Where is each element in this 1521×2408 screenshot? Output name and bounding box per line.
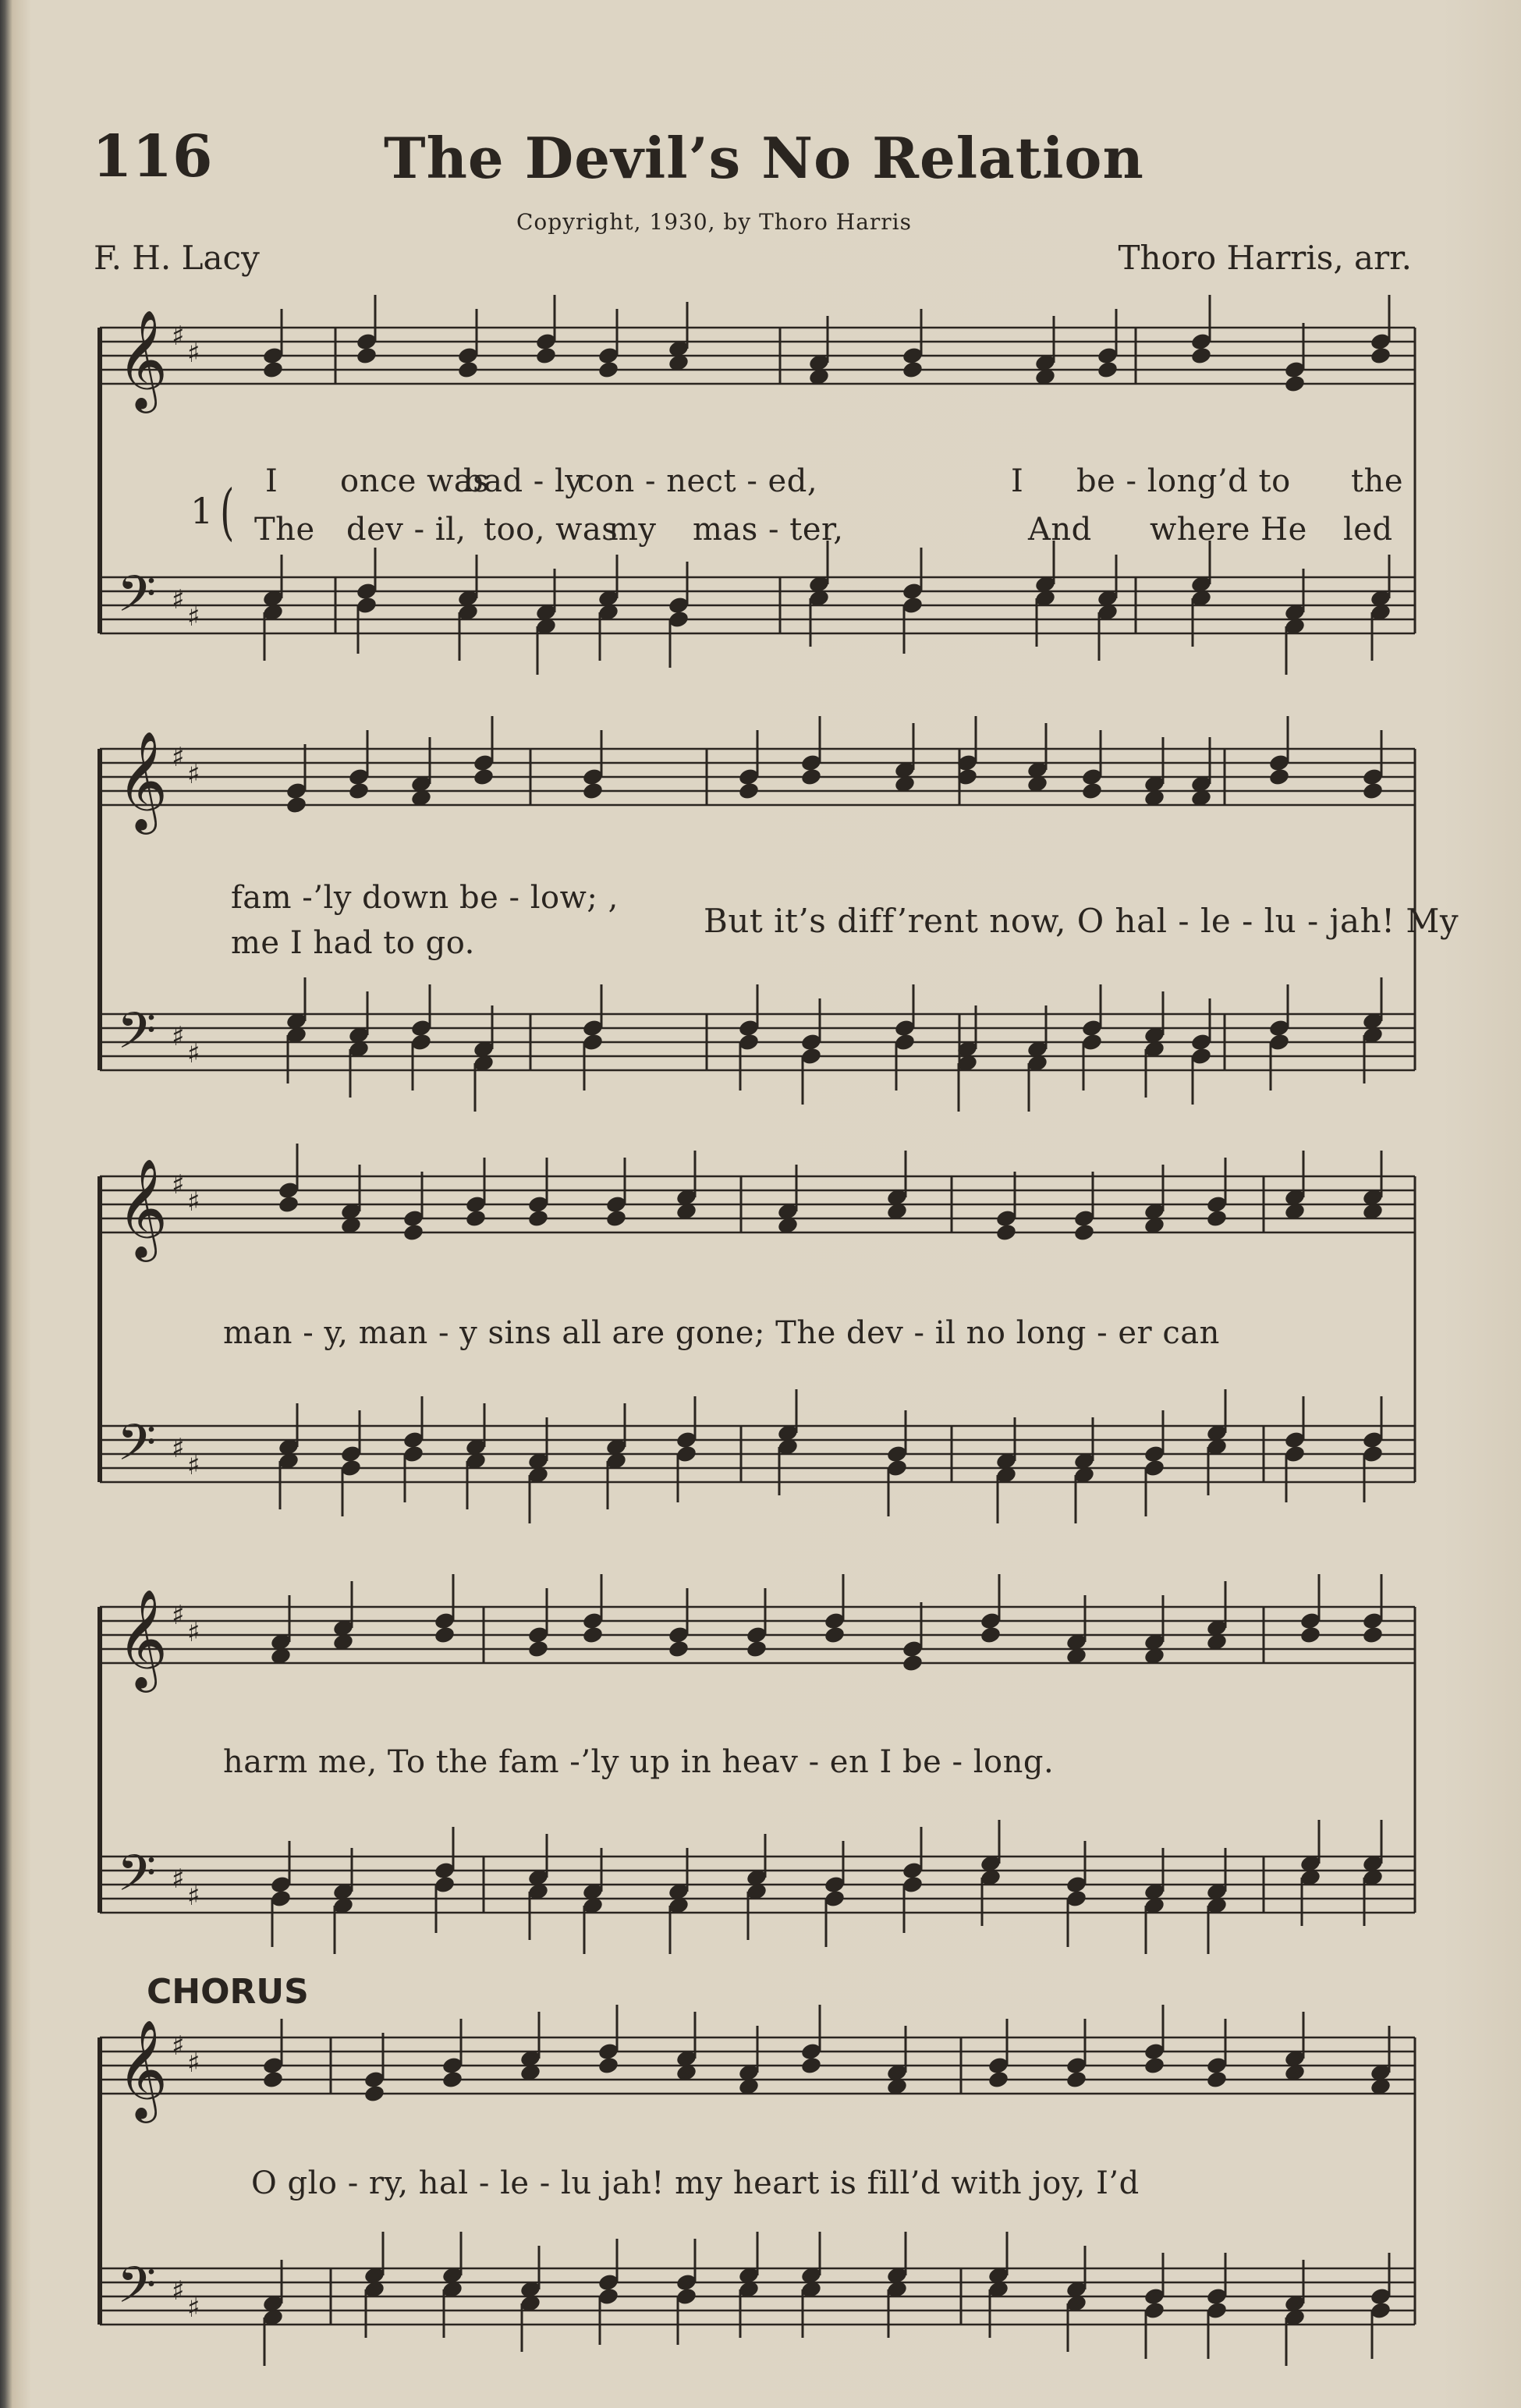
note-head — [278, 1194, 300, 1214]
note-head — [800, 2055, 823, 2075]
composer: Thoro Harris, arr. — [1118, 239, 1412, 277]
bass-clef-icon: 𝄢 — [117, 1002, 157, 1073]
note-head — [348, 781, 370, 800]
note-head — [1370, 346, 1392, 365]
verse-number: 1 — [190, 490, 214, 532]
lyric-word: I — [265, 463, 278, 499]
sharp-icon: ♯ — [172, 742, 185, 773]
lyric-word: And — [1028, 512, 1092, 548]
lyric-chorus: O glo - ry, hal - le - lu jah! my heart is fill’d with joy, I’d — [251, 2165, 1140, 2201]
sharp-icon: ♯ — [187, 2293, 200, 2324]
note-head — [1097, 360, 1119, 379]
sharp-icon: ♯ — [172, 2275, 185, 2307]
note-head — [800, 767, 823, 786]
lyric-sys4: harm me, To the fam -’ly up in heav - en I be - long. — [223, 1744, 1055, 1780]
note-head — [1073, 1222, 1096, 1242]
sharp-icon: ♯ — [187, 601, 200, 633]
note-head — [402, 1222, 425, 1242]
note-head — [527, 1639, 550, 1658]
note-head — [582, 1625, 604, 1644]
note-head — [1362, 781, 1384, 800]
lyricist: F. H. Lacy — [94, 239, 260, 277]
treble-clef-icon: 𝄞 — [117, 730, 168, 830]
note-head — [363, 2084, 386, 2103]
lyric-word: I — [1011, 463, 1024, 499]
note-head — [262, 2069, 285, 2089]
note-head — [535, 346, 558, 365]
note-head — [285, 795, 308, 814]
note-head — [356, 346, 378, 365]
note-head — [527, 1208, 550, 1228]
note-head — [1206, 1208, 1228, 1228]
lyric-word: my — [608, 512, 657, 548]
note-head — [987, 2069, 1010, 2089]
lyric-word: where He — [1150, 512, 1307, 548]
bass-clef-icon: 𝄢 — [117, 1845, 157, 1915]
note-head — [473, 767, 495, 786]
lyric-sys3: man - y, man - y sins all are gone; The dev - il no long - er can — [223, 1315, 1220, 1351]
sharp-icon: ♯ — [172, 1021, 185, 1052]
lyric-sys2-line2: me I had to go. — [231, 925, 475, 961]
note-head — [995, 1222, 1018, 1242]
lyric-word: bad - ly — [463, 463, 583, 499]
lyric-word: too, was — [484, 512, 619, 548]
note-head — [980, 1625, 1002, 1644]
hymn-number: 116 — [92, 123, 213, 190]
sharp-icon: ♯ — [172, 2030, 185, 2062]
note-head — [1065, 2069, 1088, 2089]
note-head — [1190, 346, 1213, 365]
sharp-icon: ♯ — [187, 2048, 200, 2079]
lyric-word: be - long’d to — [1076, 463, 1291, 499]
treble-clef-icon: 𝄞 — [117, 309, 168, 409]
lyric-word: The — [254, 512, 315, 548]
note-head — [1143, 2055, 1166, 2075]
sharp-icon: ♯ — [187, 759, 200, 790]
lyric-sys2-line1: fam -’ly down be - low; , — [231, 880, 619, 916]
verse-brace: ( — [220, 477, 235, 548]
note-head — [824, 1625, 846, 1644]
treble-clef-icon: 𝄞 — [117, 1158, 168, 1257]
note-head — [746, 1639, 768, 1658]
sharp-icon: ♯ — [187, 1450, 200, 1481]
note-head — [1362, 1625, 1384, 1644]
bass-clef-icon: 𝄢 — [117, 566, 157, 636]
sharp-icon: ♯ — [172, 321, 185, 352]
note-head — [597, 360, 620, 379]
sharp-icon: ♯ — [187, 1617, 200, 1648]
note-head — [1081, 781, 1104, 800]
sharp-icon: ♯ — [172, 1169, 185, 1200]
sharp-icon: ♯ — [172, 1433, 185, 1464]
sharp-icon: ♯ — [172, 1864, 185, 1895]
note-head — [1268, 767, 1291, 786]
note-head — [738, 781, 760, 800]
note-head — [1299, 1625, 1322, 1644]
note-head — [1206, 2069, 1228, 2089]
hymn-title: The Devil’s No Relation — [384, 125, 1144, 191]
note-head — [597, 2055, 620, 2075]
note-head — [605, 1208, 628, 1228]
bass-clef-icon: 𝄢 — [117, 2257, 157, 2327]
sharp-icon: ♯ — [172, 584, 185, 615]
lyric-word: dev - il, — [346, 512, 466, 548]
note-head — [902, 1653, 924, 1672]
lyric-word: once was — [340, 463, 490, 499]
note-head — [668, 1639, 690, 1658]
lyric-word: led — [1343, 512, 1393, 548]
note-head — [465, 1208, 488, 1228]
sharp-icon: ♯ — [172, 1600, 185, 1631]
note-head — [457, 360, 480, 379]
chorus-label: CHORUS — [147, 1972, 309, 2012]
sharp-icon: ♯ — [187, 1186, 200, 1218]
note-head — [902, 360, 924, 379]
bass-clef-icon: 𝄢 — [117, 1414, 157, 1484]
lyric-refrain-start: But it’s diff’rent now, O hal - le - lu - jah! My — [704, 902, 1459, 940]
lyric-word: the — [1351, 463, 1404, 499]
treble-clef-icon: 𝄞 — [117, 2019, 168, 2119]
copyright-notice: Copyright, 1930, by Thoro Harris — [516, 209, 912, 235]
sharp-icon: ♯ — [187, 1038, 200, 1069]
note-head — [262, 360, 285, 379]
note-head — [582, 781, 604, 800]
note-head — [434, 1625, 456, 1644]
note-head — [441, 2069, 464, 2089]
lyric-word: con - nect - ed, — [577, 463, 818, 499]
lyric-word: mas - ter, — [693, 512, 844, 548]
note-head — [1284, 374, 1306, 393]
treble-clef-icon: 𝄞 — [117, 1588, 168, 1688]
sharp-icon: ♯ — [187, 338, 200, 369]
sharp-icon: ♯ — [187, 1881, 200, 1912]
